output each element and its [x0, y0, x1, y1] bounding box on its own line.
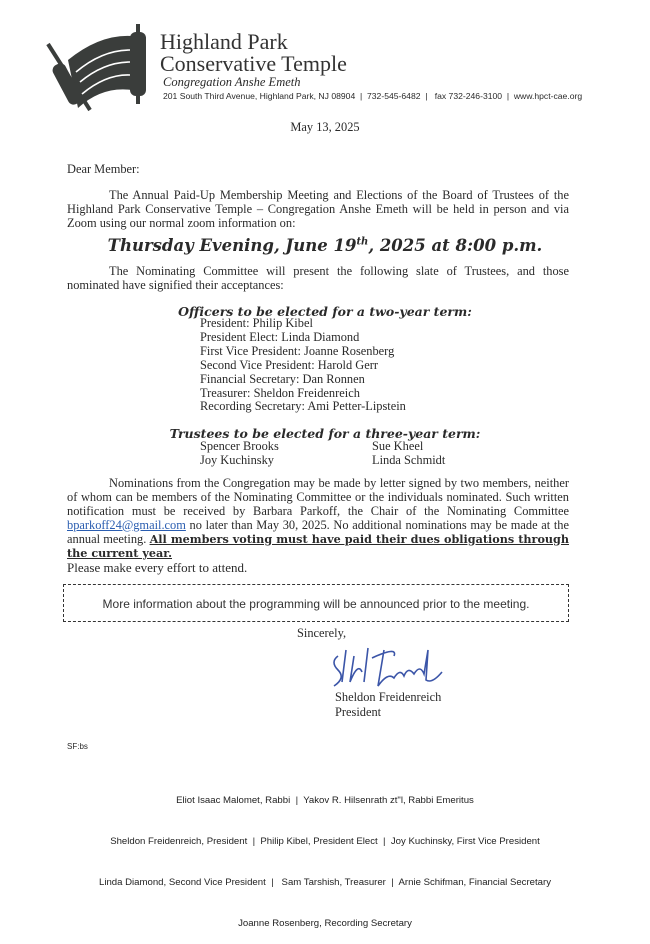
footer — [0, 767, 650, 944]
signature-icon — [328, 642, 448, 692]
trustees-heading: Trustees to be elected for a three-year term: — [169, 426, 481, 441]
trustee-item: Spencer Brooks — [200, 439, 279, 453]
org-name-line1: Highland Park — [160, 29, 288, 54]
congregation-name: Congregation Anshe Emeth — [163, 75, 301, 89]
meeting-date-prefix: Thursday Evening, June 19 — [107, 236, 357, 255]
notice-text: More information about the programming will be announced prior to the meeting. — [102, 597, 530, 611]
org-name-line2: Conservative Temple — [160, 51, 347, 76]
trustee-item: Joy Kuchinsky — [200, 452, 274, 467]
dues-notice: All members voting must have paid their dues obligations through the current year. — [67, 531, 570, 560]
footer-line: Eliot Isaac Malomet, Rabbi | Yakov R. Hilsenrath zt"l, Rabbi Emeritus — [176, 795, 474, 807]
letter-date: May 13, 2025 — [290, 120, 360, 134]
officer-item: President Elect: Linda Diamond — [200, 329, 360, 344]
officer-item: President: Philip Kibel — [200, 316, 313, 330]
officer-item: First Vice President: Joanne Rosenberg — [200, 343, 395, 358]
meeting-date-sup: th — [356, 236, 369, 248]
officers-heading: Officers to be elected for a two-year term: — [178, 304, 472, 319]
officer-item: Second Vice President: Harold Gerr — [200, 357, 378, 372]
email-link[interactable]: bparkoff24@gmail.com — [67, 517, 186, 532]
officer-item: Treasurer: Sheldon Freidenreich — [200, 385, 360, 400]
footer-line: Linda Diamond, Second Vice President | Sam Tarshish, Treasurer | Arnie Schifman, Financial Secretary — [98, 876, 552, 888]
trustee-item: Sue Kheel — [372, 439, 424, 453]
signer-name: Sheldon Freidenreich — [335, 690, 442, 704]
officers-list — [200, 317, 406, 414]
nominations-paragraph — [67, 477, 569, 560]
trustees-col1 — [200, 440, 279, 468]
trustee-item: Linda Schmidt — [372, 452, 446, 467]
footer-line: Sheldon Freidenreich, President | Philip Kibel, President Elect | Joy Kuchinsky, First Vice President — [110, 835, 540, 847]
salutation: Dear Member: — [67, 162, 140, 176]
meeting-datetime — [0, 236, 650, 255]
slate-paragraph: The Nominating Committee will present the following slate of Trustees, and those nominated have signified their acceptances: — [67, 264, 569, 292]
initials: SF:bs — [67, 742, 88, 751]
officer-item: Financial Secretary: Dan Ronnen — [200, 371, 365, 386]
footer-line: Joanne Rosenberg, Recording Secretary — [238, 917, 412, 929]
nominations-text-1: Nominations from the Congregation may be made by letter signed by two members, neither of whom can be members of the Nominating Committee or the individuals nominated. Such written notification must be received by Barbara Parkoff, the Chair of the Nominating Committee — [67, 476, 569, 518]
trustees-col2 — [372, 440, 445, 468]
meeting-date-suffix: , 2025 at 8:00 p.m. — [368, 236, 543, 255]
torah-scroll-icon — [40, 22, 152, 112]
closing: Sincerely, — [297, 626, 347, 640]
nominations-text-2: no later than May 30, 2025. No additional nominations may be made at the annual meeting. — [67, 517, 569, 546]
attend-note: Please make every effort to attend. — [67, 560, 248, 575]
signer-title: President — [335, 705, 382, 719]
address-line: 201 South Third Avenue, Highland Park, NJ 08904 | 732-545-6482 | fax 732-246-3100 | www.hpct-cae.org — [163, 91, 583, 101]
intro-paragraph: The Annual Paid-Up Membership Meeting and Elections of the Board of Trustees of the Highland Park Conservative Temple – Congregation Anshe Emeth will be held in person and via Zoom using our normal zoom information on: — [67, 188, 569, 230]
officer-item: Recording Secretary: Ami Petter-Lipstein — [200, 399, 406, 414]
